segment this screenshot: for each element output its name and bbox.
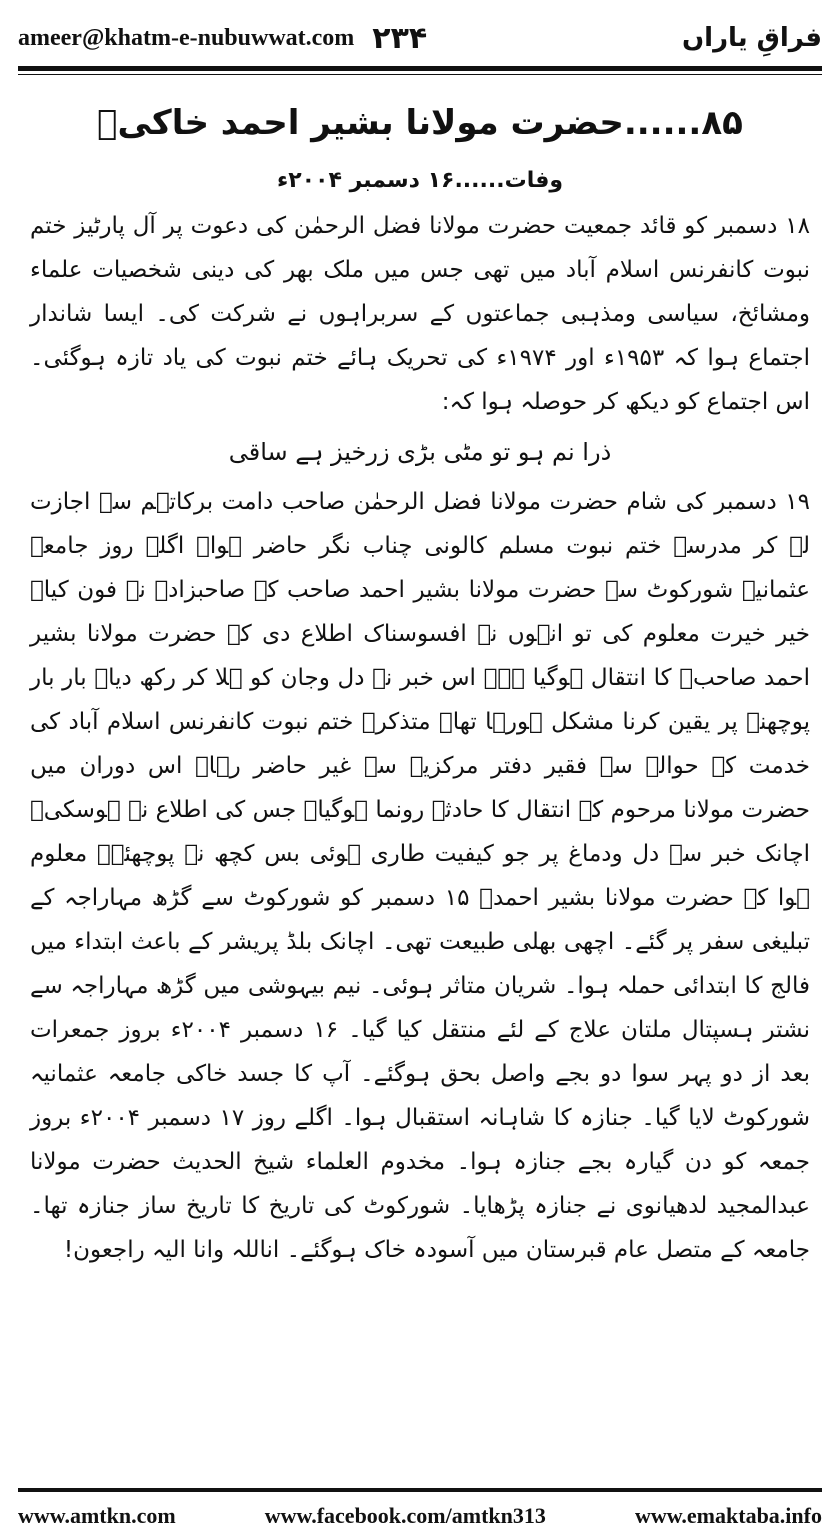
poetry-verse: ذرا نم ہو تو مٹی بڑی زرخیز ہے ساقی	[228, 438, 612, 466]
header-left-group	[18, 21, 427, 56]
header-rule-thin	[18, 74, 822, 75]
chapter-title: ۸۵......حضرت مولانا بشیر احمد خاکیؒ	[97, 103, 743, 143]
footer-rule	[18, 1488, 822, 1492]
footer-link-facebook: www.facebook.com/amtkn313	[264, 1503, 546, 1528]
page-footer	[18, 1500, 822, 1532]
page-content	[30, 88, 810, 1272]
paragraph-2: ۱۹ دسمبر کی شام حضرت مولانا فضل الرحمٰن صاحب دامت برکاتہم سے اجازت لے کر مدرسہ ختم نبوت مسلم کالونی چناب نگر حاضر ہوا۔ اگلے روز جامعہ عثمانیہ شورکوٹ سے حضرت مولانا بشیر احمد صاحب کے صاحبزادہ نے فون کیا۔ خیر خیرت معلوم کی تو انہوں نے افسوسناک اطلاع دی کہ حضرت مولانا بشیر احمد صاحبؒ کا انتقال ہوگیا ہے۔ اس خبر نے دل وجان کو ہلا کر رکھ دیا۔ بار بار پوچھنے پر یقین کرنا مشکل ہورہا تھا۔ متذکرہ ختم نبوت کانفرنس اسلام آباد کی خدمت کے حوالے سے فقیر دفتر مرکزیہ سے غیر حاضر رہا۔ اس دوران میں حضرت مولانا مرحوم کے انتقال کا حادثہ رونما ہوگیا۔ جس کی اطلاع نہ ہوسکی۔ اچانک خبر سے دل ودماغ پر جو کیفیت طاری ہوئی بس کچھ نہ پوچھئے۔ معلوم ہوا کہ حضرت مولانا بشیر احمدؒ ۱۵ دسمبر کو شورکوٹ سے گڑھ مہاراجہ کے تبلیغی سفر پر گئے۔ اچھی بھلی طبیعت تھی۔ اچانک بلڈ پریشر کے باعث ابتداء میں فالج کا ابتدائی حملہ ہوا۔ شریان متاثر ہوئی۔ نیم بیہوشی میں گڑھ مہاراجہ سے نشتر ہسپتال ملتان علاج کے لئے منتقل کیا گیا۔ ۱۶ دسمبر ۲۰۰۴ء بروز جمعرات بعد از دو پہر سوا دو بجے واصل بحق ہوگئے۔ آپ کا جسد خاکی جامعہ عثمانیہ شورکوٹ لایا گیا۔ جنازہ کا شاہانہ استقبال ہوا۔ اگلے روز ۱۷ دسمبر ۲۰۰۴ء بروز جمعہ کو دن گیارہ بجے جنازہ ہوا۔ مخدوم العلماء شیخ الحدیث حضرت مولانا عبدالمجید لدھیانوی نے جنازہ پڑھایا۔ شورکوٹ کی تاریخ کا تاریخ ساز جنازہ تھا۔ جامعہ کے متصل عام قبرستان میں آسودہ خاک ہوگئے۔ اناللہ وانا الیہ راجعون!	[30, 489, 810, 1263]
footer-link-emaktaba: www.emaktaba.info	[634, 1503, 822, 1528]
header-rule-thick	[18, 66, 822, 71]
paragraph-1: ۱۸ دسمبر کو قائد جمعیت حضرت مولانا فضل الرحمٰن کی دعوت پر آل پارٹیز ختم نبوت کانفرنس اسلام آباد میں تھی جس میں ملک بھر کی دینی شخصیات علماء ومشائخ، سیاسی ومذہبی جماعتوں کے سربراہوں نے شرکت کی۔ ایسا شاندار اجتماع ہوا کہ ۱۹۵۳ء اور ۱۹۷۴ء کی تحریک ہائے ختم نبوت کی یاد تازہ ہوگئی۔ اس اجتماع کو دیکھ کر حوصلہ ہوا کہ:	[30, 213, 811, 415]
book-title: فراقِ یاراں	[681, 23, 822, 53]
death-date: وفات......۱۶ دسمبر ۲۰۰۴ء	[276, 168, 564, 193]
page-number: ۲۳۴	[372, 20, 428, 56]
page-header	[18, 12, 822, 64]
footer-link-amtkn: www.amtkn.com	[18, 1503, 176, 1528]
header-email: ameer@khatm-e-nubuwwat.com	[18, 24, 355, 51]
